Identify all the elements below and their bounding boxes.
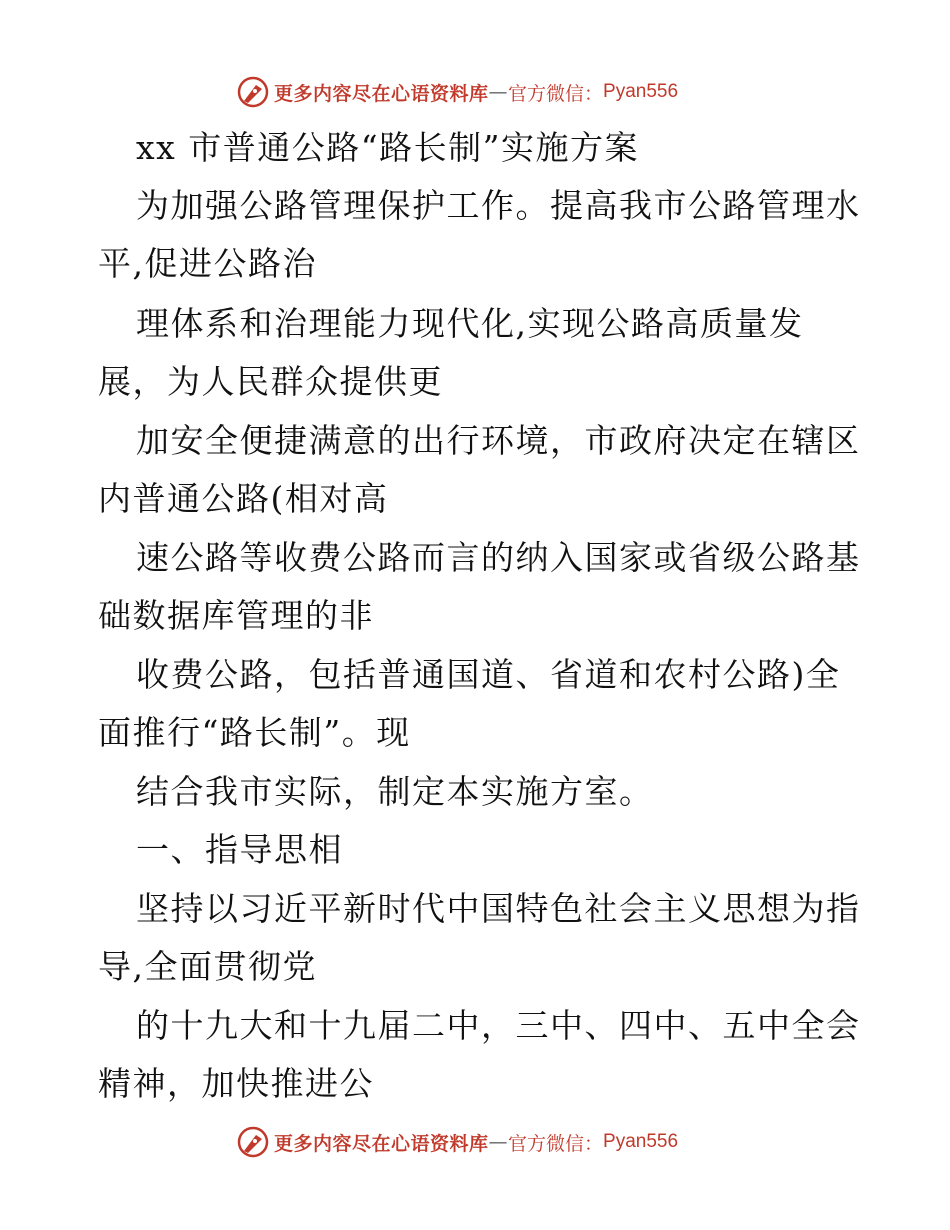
banner-wechat-label: 官方微信：: [508, 1132, 604, 1155]
banner-main-text: 更多内容尽在心语资料库: [274, 1132, 489, 1155]
banner-main-text: 更多内容尽在心语资料库: [274, 82, 489, 105]
doc-line: 展，为人民群众提供更: [98, 362, 443, 401]
pen-nib-icon: [236, 1125, 270, 1159]
doc-line: 导,全面贯彻党: [98, 947, 317, 986]
pen-nib-icon: [236, 75, 270, 109]
doc-line: 收费公路，包括普通国道、省道和农村公路)全: [136, 655, 841, 694]
doc-title: xx 市普通公路“路长制”实施方案: [136, 128, 639, 167]
doc-line: 的十九大和十九届二中，三中、四中、五中全会: [136, 1006, 861, 1045]
doc-section-heading: 一、指导思相: [136, 830, 343, 869]
banner-separator: —: [488, 81, 509, 103]
footer-banner: [236, 1122, 678, 1162]
doc-line: 理体系和治理能力现代化,实现公路高质量发: [136, 304, 804, 343]
doc-line: 速公路等收费公路而言的纳入国家或省级公路基: [136, 538, 861, 577]
doc-line: 加安全便捷满意的出行环境，市政府决定在辖区: [136, 421, 861, 460]
banner-separator: —: [488, 1131, 509, 1153]
doc-line: 坚持以习近平新时代中国特色社会主义思想为指: [136, 889, 861, 928]
doc-line: 面推行“路长制”。现: [98, 713, 411, 752]
doc-line: 精神，加快推进公: [98, 1064, 374, 1103]
header-banner: [236, 72, 678, 112]
banner-wechat-id: Pyan556: [603, 1131, 679, 1152]
doc-line: 平,促进公路治: [98, 244, 317, 283]
doc-line: 内普通公路(相对高: [98, 479, 389, 518]
doc-line: 础数据库管理的非: [98, 596, 374, 635]
doc-line: 结合我市实际，制定本实施方室。: [136, 772, 654, 811]
banner-wechat-label: 官方微信：: [508, 82, 604, 105]
banner-wechat-id: Pyan556: [603, 81, 679, 102]
doc-line: 为加强公路管理保护工作。提高我市公路管理水: [136, 186, 861, 225]
